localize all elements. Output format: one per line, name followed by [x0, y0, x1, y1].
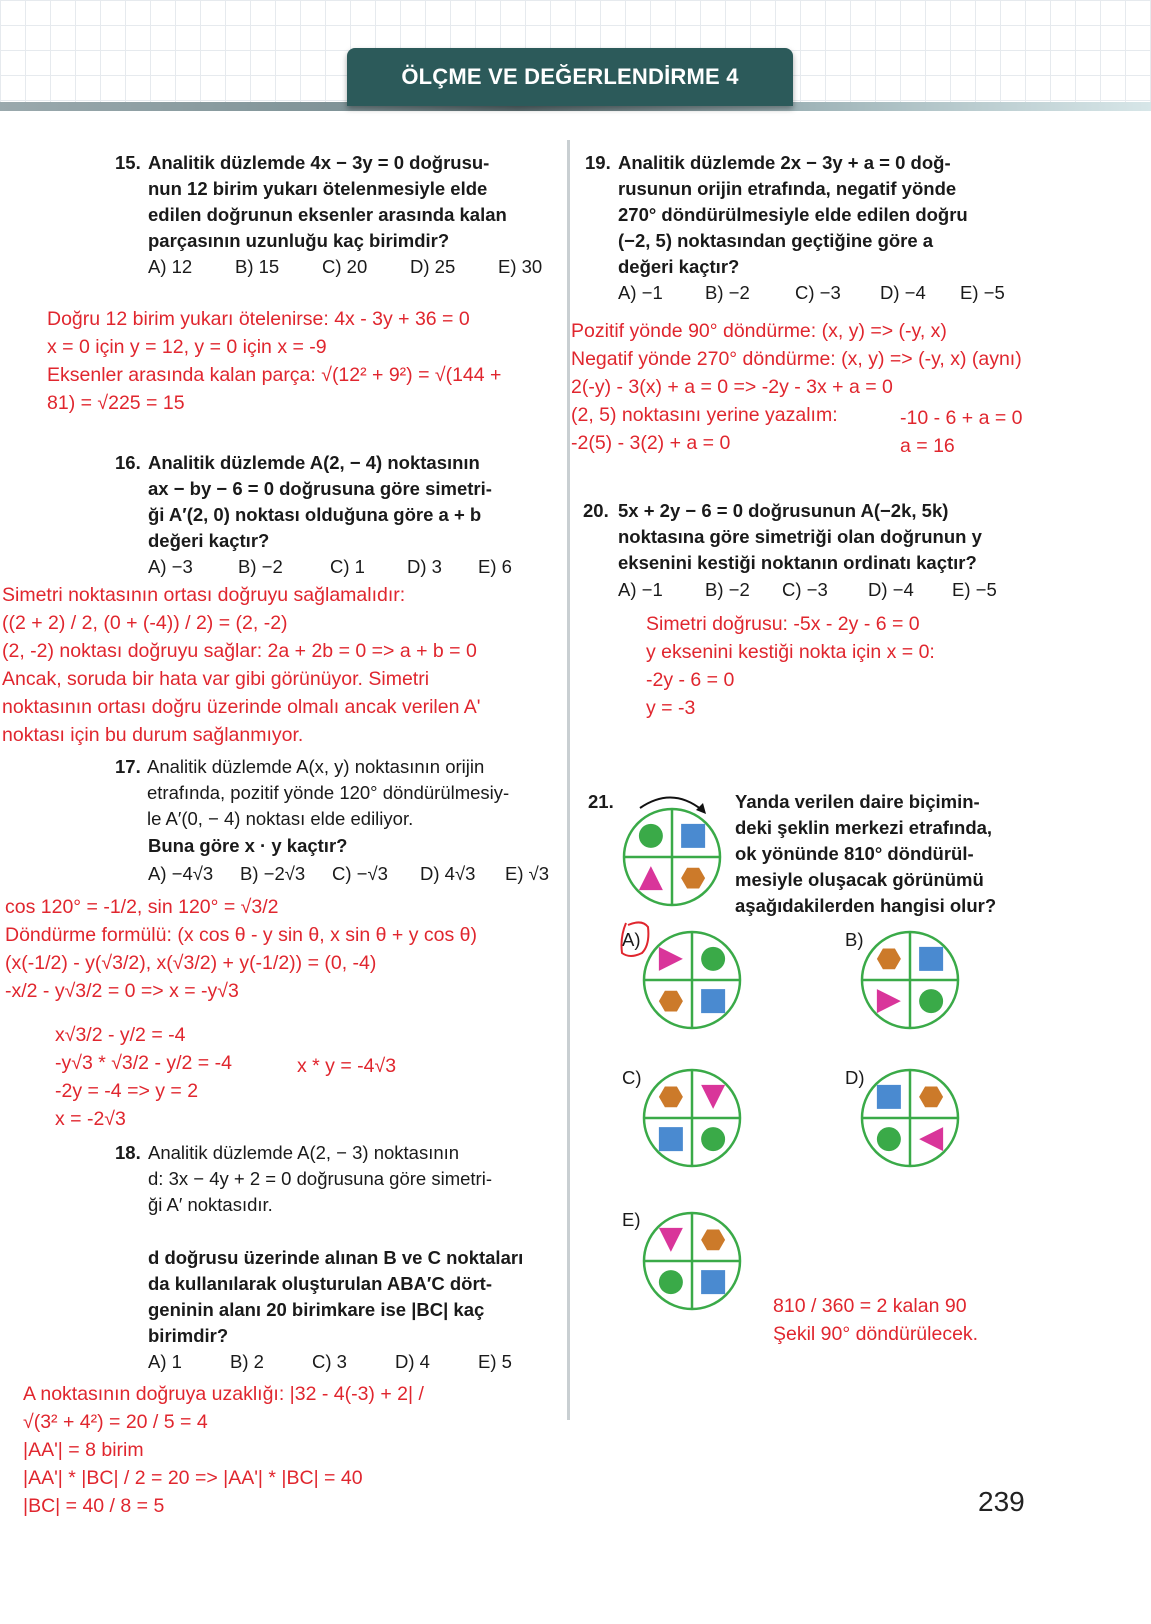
- question-text: 5x + 2y − 6 = 0 doğrusunun A(−2k, 5k): [618, 500, 949, 521]
- answer-option: E) −5: [960, 282, 1005, 303]
- orange-hexagon-shape: [701, 1230, 725, 1251]
- answer-option: B) −2√3: [240, 863, 306, 884]
- answer-option-label: C): [622, 1067, 642, 1088]
- rotation-figure: [622, 807, 722, 907]
- answer-option: C) 3: [312, 1351, 347, 1372]
- answer-option-label: A): [622, 929, 641, 950]
- answer-option: C) 1: [330, 556, 365, 577]
- annotation-line: (x(-1/2) - y(√3/2), x(√3/2) + y(-1/2)) = (0, -4): [5, 952, 377, 974]
- green-circle-shape: [877, 1127, 901, 1151]
- orange-hexagon-shape: [877, 949, 901, 970]
- answer-option: A) −1: [618, 579, 663, 600]
- question-text: eksenini kestiği noktanın ordinatı kaçtır?: [618, 552, 977, 573]
- magenta-triangle-left-shape: [919, 1127, 943, 1151]
- answer-option: C) −3: [795, 282, 841, 303]
- page-number: 239: [978, 1486, 1025, 1517]
- question-text: etrafında, pozitif yönde 120° döndürülmesiy-: [147, 782, 510, 803]
- annotation-line: √(3² + 4²) = 20 / 5 = 4: [23, 1411, 208, 1433]
- answer-option-label: D): [845, 1067, 865, 1088]
- orange-hexagon-shape: [919, 1087, 943, 1108]
- question-prompt: d doğrusu üzerinde alınan B ve C noktaları: [148, 1247, 524, 1268]
- question-text: le A′(0, − 4) noktası elde ediliyor.: [147, 808, 414, 829]
- answer-option: D) 4√3: [420, 863, 476, 884]
- question-text: değeri kaçtır?: [148, 530, 270, 551]
- question-text: ği A′(2, 0) noktası olduğuna göre a + b: [148, 504, 482, 525]
- blue-square-shape: [919, 947, 943, 971]
- answer-option: A) −1: [618, 282, 663, 303]
- green-circle-shape: [659, 1270, 683, 1294]
- question-text: noktasına göre simetriği olan doğrunun y: [618, 526, 982, 547]
- annotation-line: Negatif yönde 270° döndürme: (x, y) => (-y, x) (aynı): [571, 348, 1022, 370]
- answer-option: E) √3: [505, 863, 550, 884]
- question-text: ok yönünde 810° döndürül-: [735, 843, 974, 864]
- answer-option-figure: [860, 1068, 960, 1168]
- answer-option: D) 25: [410, 256, 456, 277]
- section-title: ÖLÇME VE DEĞERLENDİRME 4: [401, 64, 739, 89]
- annotation-line: x√3/2 - y/2 = -4: [55, 1024, 186, 1046]
- magenta-triangle-right-shape: [877, 989, 901, 1013]
- annotation-line: x = 0 için y = 12, y = 0 için x = -9: [47, 336, 327, 358]
- question-text: değeri kaçtır?: [618, 256, 740, 277]
- annotation-line: -y√3 * √3/2 - y/2 = -4: [55, 1052, 232, 1074]
- annotation-line: -10 - 6 + a = 0: [900, 407, 1023, 429]
- question-text: Yanda verilen daire biçimin-: [735, 791, 980, 812]
- answer-option: E) 5: [478, 1351, 512, 1372]
- question-prompt: Buna göre x · y kaçtır?: [148, 835, 348, 856]
- answer-option: C) −√3: [332, 863, 388, 884]
- annotation-line: y eksenini kestiği nokta için x = 0:: [646, 641, 935, 663]
- answer-option: E) 6: [478, 556, 512, 577]
- blue-square-shape: [659, 1127, 683, 1151]
- question-text: 270° döndürülmesiyle elde edilen doğru: [618, 204, 968, 225]
- annotation-line: |AA'| = 8 birim: [23, 1439, 144, 1461]
- question-text: d: 3x − 4y + 2 = 0 doğrusuna göre simetri-: [148, 1168, 492, 1189]
- annotation-line: cos 120° = -1/2, sin 120° = √3/2: [5, 896, 279, 918]
- green-circle-shape: [701, 947, 725, 971]
- question-number: 16.: [115, 452, 141, 473]
- annotation-line: -2y - 6 = 0: [646, 669, 735, 691]
- annotation-line: 81) = √225 = 15: [47, 392, 185, 414]
- green-circle-shape: [701, 1127, 725, 1151]
- blue-square-shape: [701, 1270, 725, 1294]
- annotation-line: 810 / 360 = 2 kalan 90: [773, 1295, 967, 1317]
- answer-option-figure: [642, 930, 742, 1030]
- annotation-line: |AA'| * |BC| / 2 = 20 => |AA'| * |BC| = 40: [23, 1467, 363, 1489]
- annotation-line: Ancak, soruda bir hata var gibi görünüyor. Simetri: [2, 668, 430, 690]
- annotation-line: Doğru 12 birim yukarı ötelenirse: 4x - 3y + 36 = 0: [47, 308, 470, 330]
- annotation-line: Simetri noktasının ortası doğruyu sağlamalıdır:: [2, 584, 406, 606]
- question-number: 20.: [583, 500, 609, 521]
- annotation-line: (2, -2) noktası doğruyu sağlar: 2a + 2b = 0 => a + b = 0: [2, 640, 477, 662]
- orange-hexagon-shape: [659, 991, 683, 1012]
- magenta-triangle-up-shape: [639, 866, 663, 890]
- answer-option: B) −2: [705, 579, 750, 600]
- magenta-triangle-down-shape: [701, 1085, 725, 1109]
- question-text: Analitik düzlemde 2x − 3y + a = 0 doğ-: [618, 152, 951, 173]
- answer-option: D) −4: [880, 282, 926, 303]
- question-prompt: birimdir?: [148, 1325, 229, 1346]
- annotation-line: -x/2 - y√3/2 = 0 => x = -y√3: [5, 980, 239, 1002]
- answer-option: A) −4√3: [148, 863, 214, 884]
- answer-option-label: B): [845, 929, 864, 950]
- answer-option: E) −5: [952, 579, 997, 600]
- question-number: 19.: [585, 152, 611, 173]
- question-text: Analitik düzlemde A(x, y) noktasının orijin: [147, 756, 485, 777]
- annotation-line: ((2 + 2) / 2, (0 + (-4)) / 2) = (2, -2): [2, 612, 288, 634]
- magenta-triangle-right-shape: [659, 947, 683, 971]
- question-text: deki şeklin merkezi etrafında,: [735, 817, 993, 838]
- answer-option: B) −2: [238, 556, 283, 577]
- annotation-line: y = -3: [646, 697, 696, 719]
- annotation-line: noktasının ortası doğru üzerinde olmalı ancak verilen A': [2, 696, 481, 718]
- answer-option-figure: [642, 1211, 742, 1311]
- question-text: aşağıdakilerden hangisi olur?: [735, 895, 997, 916]
- orange-hexagon-shape: [681, 868, 705, 889]
- answer-option: A) 1: [148, 1351, 182, 1372]
- answer-option: D) 3: [407, 556, 442, 577]
- clockwise-arrow-icon: [636, 792, 716, 822]
- question-text: (−2, 5) noktasından geçtiğine göre a: [618, 230, 934, 251]
- section-banner: [347, 48, 793, 106]
- answer-option: A) −3: [148, 556, 193, 577]
- annotation-line: Eksenler arasında kalan parça: √(12² + 9²) = √(144 +: [47, 364, 502, 386]
- annotation-line: Pozitif yönde 90° döndürme: (x, y) => (-y, x): [571, 320, 947, 342]
- green-circle-shape: [639, 824, 663, 848]
- question-text: Analitik düzlemde A(2, − 3) noktasının: [148, 1142, 460, 1163]
- question-number: 15.: [115, 152, 141, 173]
- magenta-triangle-down-shape: [659, 1228, 683, 1252]
- question-text: parçasının uzunluğu kaç birimdir?: [148, 230, 450, 251]
- question-text: mesiyle oluşacak görünümü: [735, 869, 984, 890]
- annotation-line: Döndürme formülü: (x cos θ - y sin θ, x sin θ + y cos θ): [5, 924, 477, 946]
- question-text: nun 12 birim yukarı ötelenmesiyle elde: [148, 178, 488, 199]
- answer-option: C) −3: [782, 579, 828, 600]
- question-prompt: da kullanılarak oluşturulan ABA′C dört-: [148, 1273, 492, 1294]
- answer-option: A) 12: [148, 256, 193, 277]
- answer-option-figure: [860, 930, 960, 1030]
- annotation-line: x = -2√3: [55, 1108, 126, 1130]
- answer-option: D) 4: [395, 1351, 430, 1372]
- column-divider: [567, 140, 570, 1420]
- blue-square-shape: [877, 1085, 901, 1109]
- annotation-line: noktası için bu durum sağlanmıyor.: [2, 724, 304, 746]
- answer-option-figure: [642, 1068, 742, 1168]
- annotation-line: 2(-y) - 3(x) + a = 0 => -2y - 3x + a = 0: [571, 376, 893, 398]
- annotation-line: Simetri doğrusu: -5x - 2y - 6 = 0: [646, 613, 920, 635]
- answer-option: B) −2: [705, 282, 750, 303]
- answer-option: B) 2: [230, 1351, 264, 1372]
- orange-hexagon-shape: [659, 1087, 683, 1108]
- question-prompt: geninin alanı 20 birimkare ise |BC| kaç: [148, 1299, 485, 1320]
- green-circle-shape: [919, 989, 943, 1013]
- question-number: 18.: [115, 1142, 141, 1163]
- annotation-result: x * y = -4√3: [297, 1055, 397, 1077]
- annotation-line: -2y = -4 => y = 2: [55, 1080, 199, 1102]
- question-number: 21.: [588, 791, 614, 812]
- question-text: rusunun orijin etrafında, negatif yönde: [618, 178, 957, 199]
- annotation-line: -2(5) - 3(2) + a = 0: [571, 432, 731, 454]
- annotation-line: (2, 5) noktasını yerine yazalım:: [571, 404, 838, 426]
- answer-option: B) 15: [235, 256, 280, 277]
- answer-option: D) −4: [868, 579, 914, 600]
- annotation-line: a = 16: [900, 435, 955, 457]
- question-text: Analitik düzlemde 4x − 3y = 0 doğrusu-: [148, 152, 490, 173]
- answer-option: C) 20: [322, 256, 368, 277]
- question-text: ği A′ noktasıdır.: [148, 1194, 273, 1215]
- answer-mark-circle: [616, 917, 656, 961]
- annotation-line: |BC| = 40 / 8 = 5: [23, 1495, 165, 1517]
- question-text: Analitik düzlemde A(2, − 4) noktasının: [148, 452, 480, 473]
- annotation-line: Şekil 90° döndürülecek.: [773, 1323, 979, 1345]
- question-text: ax − by − 6 = 0 doğrusuna göre simetri-: [148, 478, 492, 499]
- answer-option: E) 30: [498, 256, 543, 277]
- question-text: edilen doğrunun eksenler arasında kalan: [148, 204, 507, 225]
- question-number: 17.: [115, 756, 141, 777]
- blue-square-shape: [701, 989, 725, 1013]
- blue-square-shape: [681, 824, 705, 848]
- answer-option-label: E): [622, 1209, 641, 1230]
- annotation-line: A noktasının doğruya uzaklığı: |32 - 4(-3) + 2| /: [23, 1383, 424, 1405]
